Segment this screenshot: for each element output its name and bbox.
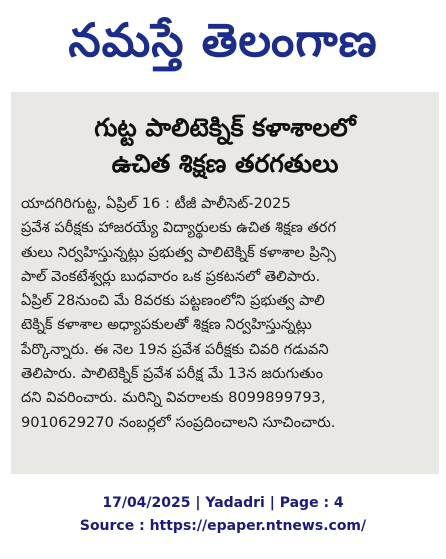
headline-line-1: గుట్ట పాలిటెక్నిక్ కళాశాలలో — [94, 113, 356, 142]
masthead — [0, 0, 446, 90]
body-line: దని వివరించారు. మరిన్ని వివరాలకు 8099899793, — [21, 389, 326, 407]
headline-line-2: ఉచిత శిక్షణ తరగతులు — [111, 149, 339, 178]
body-line: యాదగిరిగుట్ట, ఏప్రిల్ 16 : టీజీ పాలీసెట్-2025 — [21, 195, 291, 212]
body-line: ఏప్రిల్ 28నుంచి మే 8వరకు పట్టణంలోని ప్రభుత్వ పాలి — [21, 292, 325, 310]
body-line: టెక్నిక్ కళాశాల అధ్యాపకులతో శిక్షణ నిర్వహిస్తున్నట్లు — [21, 316, 312, 334]
newspaper-logo: నమస్తే తెలంగాణ — [68, 13, 378, 67]
body-line: తెలిపారు. పాలిటెక్నిక్ ప్రవేశ పరీక్ష మే 13న జరుగుతుం — [21, 365, 323, 383]
clipping-meta: 17/04/2025 | Yadadri | Page : 4 — [102, 495, 344, 511]
body-line: తులు నిర్వహిస్తున్నట్లు ప్రభుత్వ పాలిటెక్నిక్ కళాశాల ప్రిన్సి — [21, 243, 336, 261]
article-headline — [11, 110, 439, 182]
article-clipping — [11, 92, 439, 474]
article-body — [21, 192, 433, 435]
body-line: పాల్ వెంకటేశ్వర్లు బుధవారం ఒక ప్రకటనలో తెలిపారు. — [21, 267, 321, 285]
body-line: ప్రవేశ పరీక్షకు హాజరయ్యే విద్యార్థులకు ఉచిత శిక్షణ తరగ — [21, 219, 336, 237]
body-line: 9010629270 నంబర్లలో సంప్రదించాలని సూచించారు. — [21, 413, 336, 431]
body-line: పేర్కొన్నారు. ఈ నెల 19న ప్రవేశ పరీక్షకు చివరి గడువని — [21, 340, 329, 358]
cut-edge-strip — [11, 92, 439, 106]
source-link[interactable]: Source : https://epaper.ntnews.com/ — [79, 518, 367, 534]
